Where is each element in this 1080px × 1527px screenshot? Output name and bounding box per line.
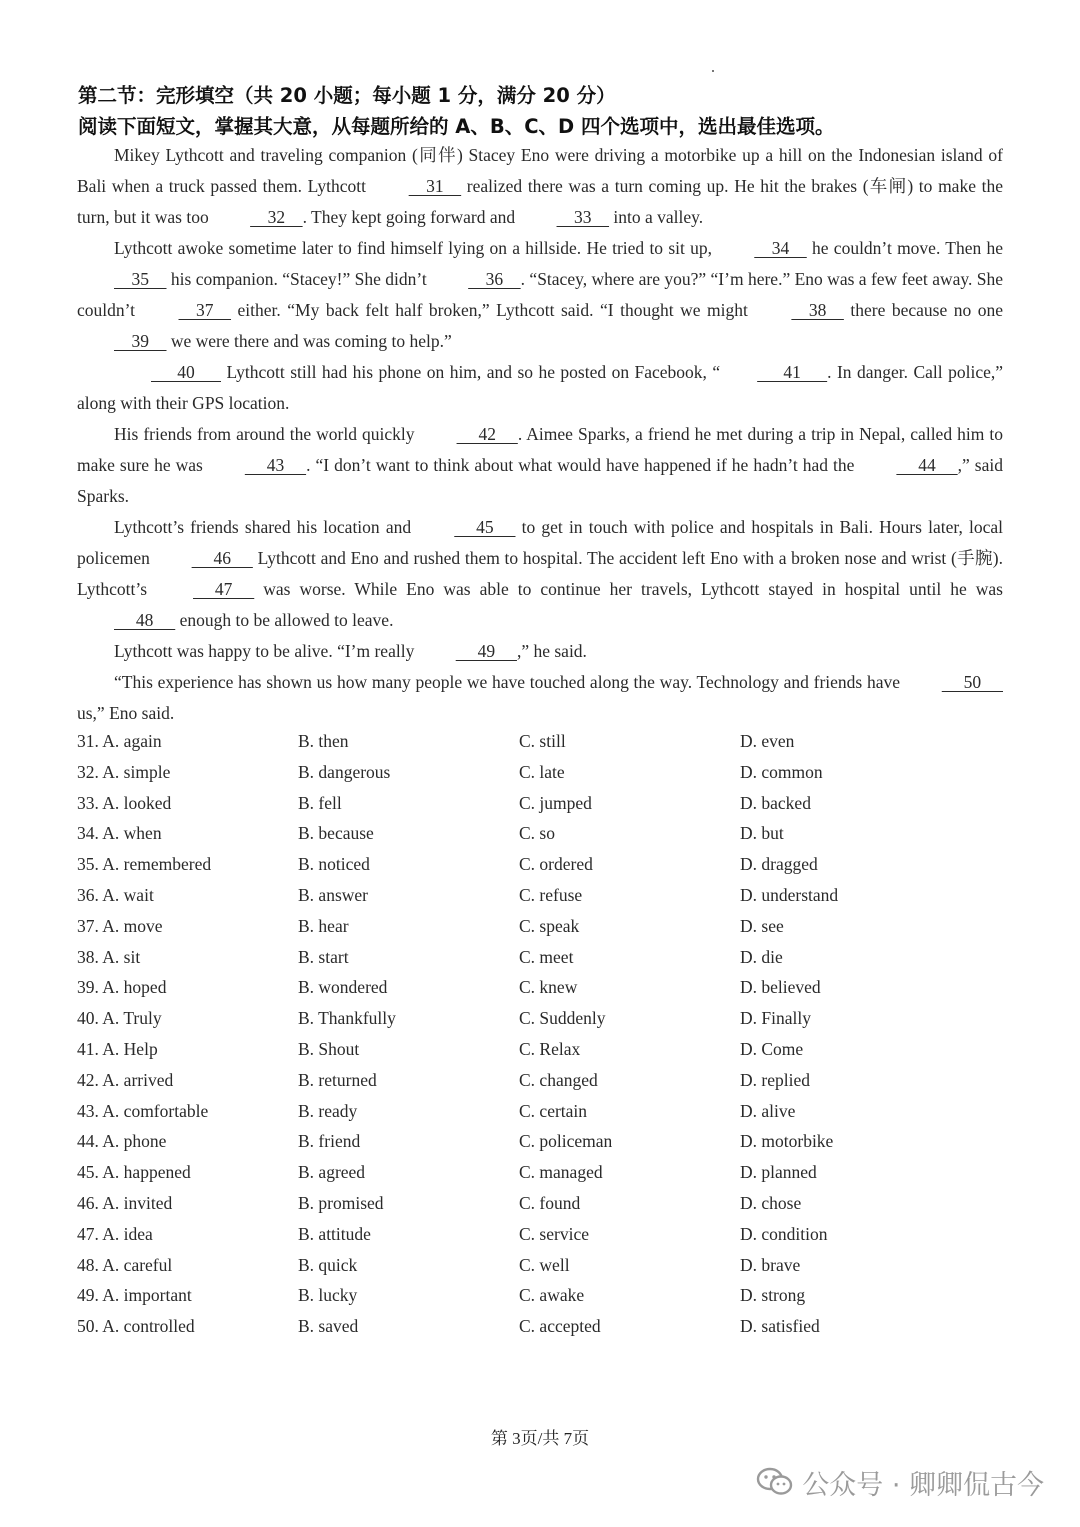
option-a: 46. A. invited [77, 1192, 173, 1213]
option-c: C. speak [519, 915, 580, 936]
option-d: D. replied [740, 1069, 810, 1090]
option-a: 50. A. controlled [77, 1316, 195, 1337]
option-a: 35. A. remembered [77, 854, 212, 875]
option-c: C. found [519, 1192, 581, 1213]
blank-50: 50 [941, 672, 1003, 692]
option-row-32 [77, 757, 1007, 788]
option-a: 38. A. sit [77, 946, 141, 967]
option-d: D. backed [740, 792, 811, 813]
blank-38: 38 [791, 300, 844, 320]
option-c: C. awake [519, 1285, 585, 1306]
option-c: C. late [519, 761, 565, 782]
option-c: C. policeman [519, 1131, 613, 1152]
option-row-31 [77, 726, 1007, 757]
option-row-35 [77, 849, 1007, 880]
blank-49: 49 [455, 641, 517, 661]
blank-44: 44 [896, 455, 958, 475]
option-d: D. alive [740, 1100, 796, 1121]
blank-48: 48 [114, 610, 176, 630]
option-a: 36. A. wait [77, 884, 154, 905]
scan-speck [712, 70, 714, 72]
section-title: 第二节：完形填空（共 20 小题；每小题 1 分，满分 20 分） [78, 84, 616, 107]
text: Mikey Lythcott and traveling companion (同伴) Stacey Eno were driving a motorbike up a hill on the Indonesian island of Bali when a truck passed them. Lythcott [77, 145, 1003, 196]
blank-36: 36 [468, 269, 521, 289]
text: there because no one [843, 300, 1004, 320]
option-row-43 [77, 1096, 1007, 1127]
option-b: B. fell [298, 792, 342, 813]
option-b: B. ready [298, 1100, 358, 1121]
paragraph-6 [77, 636, 1003, 667]
paragraph-3 [77, 357, 1003, 419]
option-c: C. refuse [519, 884, 583, 905]
paragraph-2 [77, 233, 1003, 357]
text: either. “My back felt half broken,” Lythcott said. “I thought we might [231, 300, 755, 320]
cloze-passage [77, 140, 1003, 729]
blank-42: 42 [456, 424, 518, 444]
text: Lythcott and Eno and rushed them to hospital. The accident left Eno with a broken nose and wrist (手腕). Lythcott’s [77, 548, 1003, 599]
text: . Aimee Sparks, a friend he met during a trip in Nepal, called him to make sure he was [77, 424, 1004, 475]
option-d: D. motorbike [740, 1131, 834, 1152]
option-c: C. certain [519, 1100, 588, 1121]
text: Lythcott’s friends shared his location and [114, 517, 418, 537]
option-row-36 [77, 880, 1007, 911]
text: into a valley. [609, 207, 704, 227]
option-d: D. dragged [740, 854, 818, 875]
paragraph-4 [77, 419, 1003, 512]
option-b: B. then [298, 731, 349, 751]
blank-39: 39 [114, 331, 167, 351]
text: “This experience has shown us how many people we have touched along the way. Technology and friends have [114, 672, 905, 692]
option-b: B. Shout [298, 1038, 360, 1059]
option-b: B. noticed [298, 854, 370, 875]
option-a: 34. A. when [77, 823, 162, 844]
option-b: B. dangerous [298, 761, 391, 782]
blank-32: 32 [250, 207, 303, 227]
option-c: C. Relax [519, 1038, 581, 1059]
option-b: B. saved [298, 1316, 359, 1337]
blank-41: 41 [757, 362, 828, 382]
option-b: B. wondered [298, 977, 388, 998]
option-a: 32. A. simple [77, 761, 171, 782]
text: to get in touch with police and hospitals in Bali. Hours later, local policemen [77, 517, 1004, 568]
option-d: D. even [740, 731, 795, 751]
text: we were there and was coming to help.” [166, 331, 452, 351]
option-row-39 [77, 972, 1007, 1003]
blank-31: 31 [408, 176, 462, 196]
option-d: D. believed [740, 977, 821, 998]
option-c: C. jumped [519, 792, 592, 813]
text: realized there was a turn coming up. He hit the brakes (车闸) to make the turn, but it was too [77, 176, 1003, 227]
blank-47: 47 [193, 579, 255, 599]
paragraph-7 [77, 667, 1003, 729]
option-d: D. satisfied [740, 1316, 820, 1337]
text: His friends from around the world quickly [114, 424, 420, 444]
option-c: C. accepted [519, 1316, 601, 1337]
text: . In danger. Call police,” along with their GPS location. [77, 362, 1003, 413]
option-c: C. changed [519, 1069, 598, 1090]
text: Lythcott still had his phone on him, and so he posted on Facebook, “ [221, 362, 721, 382]
paragraph-5 [77, 512, 1003, 636]
option-d: D. but [740, 823, 784, 844]
blank-37: 37 [178, 300, 232, 320]
option-b: B. promised [298, 1192, 384, 1213]
option-row-50 [77, 1311, 1007, 1342]
option-d: D. condition [740, 1223, 828, 1244]
blank-43: 43 [244, 455, 307, 475]
text: Lythcott was happy to be alive. “I’m really [114, 641, 419, 661]
instruction-text: 阅读下面短文，掌握其大意，从每题所给的 A、B、C、D 四个选项中，选出最佳选项。 [78, 115, 835, 138]
text: Lythcott awoke sometime later to find himself lying on a hillside. He tried to sit up, [114, 238, 718, 258]
option-a: 33. A. looked [77, 792, 172, 813]
option-row-48 [77, 1250, 1007, 1281]
option-a: 47. A. idea [77, 1223, 153, 1244]
option-b: B. lucky [298, 1285, 358, 1306]
text: . They kept going forward and [302, 207, 520, 227]
watermark-text: 公众号 · 卿卿侃古今 [802, 1469, 1044, 1501]
option-c: C. still [519, 731, 566, 751]
option-d: D. Come [740, 1038, 804, 1059]
option-b: B. agreed [298, 1162, 366, 1183]
text: . “Stacey, where are you?” “I’m here.” Eno was a few feet away. She couldn’t [77, 269, 1003, 320]
option-row-34 [77, 818, 1007, 849]
text: ,” he said. [516, 641, 587, 661]
blank-46: 46 [191, 548, 253, 568]
text: his companion. “Stacey!” She didn’t [166, 269, 432, 289]
blank-40: 40 [151, 362, 221, 382]
option-d: D. strong [740, 1285, 806, 1306]
option-row-33 [77, 788, 1007, 819]
option-d: D. planned [740, 1162, 817, 1183]
option-b: B. attitude [298, 1223, 371, 1244]
option-d: D. understand [740, 884, 839, 905]
option-d: D. brave [740, 1254, 801, 1275]
option-row-41 [77, 1034, 1007, 1065]
option-row-38 [77, 942, 1007, 973]
option-a: 37. A. move [77, 915, 163, 936]
option-row-42 [77, 1065, 1007, 1096]
watermark [756, 1462, 1044, 1502]
option-c: C. managed [519, 1162, 603, 1183]
blank-34: 34 [754, 238, 807, 258]
option-row-49 [77, 1280, 1007, 1311]
option-b: B. hear [298, 915, 349, 936]
option-c: C. service [519, 1223, 589, 1244]
option-b: B. returned [298, 1069, 377, 1090]
option-d: D. see [740, 915, 784, 936]
text: us,” Eno said. [77, 703, 175, 723]
option-d: D. die [740, 946, 783, 967]
option-d: D. common [740, 761, 823, 782]
option-b: B. friend [298, 1131, 361, 1152]
option-b: B. because [298, 823, 374, 844]
text: he couldn’t move. Then he [806, 238, 1004, 258]
option-a: 44. A. phone [77, 1131, 167, 1152]
text: ,” said Sparks. [77, 455, 1003, 506]
option-a: 41. A. Help [77, 1038, 158, 1059]
option-c: C. so [519, 823, 555, 844]
option-row-46 [77, 1188, 1007, 1219]
text: enough to be allowed to leave. [175, 610, 394, 630]
wechat-icon [756, 1467, 794, 1497]
option-d: D. Finally [740, 1008, 811, 1029]
option-c: C. Suddenly [519, 1008, 606, 1029]
paragraph-1 [77, 140, 1003, 233]
option-row-45 [77, 1157, 1007, 1188]
option-b: B. answer [298, 884, 368, 905]
option-row-37 [77, 911, 1007, 942]
option-c: C. knew [519, 977, 578, 998]
blank-35: 35 [114, 269, 167, 289]
option-a: 43. A. comfortable [77, 1100, 209, 1121]
option-b: B. Thankfully [298, 1008, 396, 1029]
option-a: 42. A. arrived [77, 1069, 174, 1090]
option-row-40 [77, 1003, 1007, 1034]
option-a: 48. A. careful [77, 1254, 173, 1275]
option-row-47 [77, 1219, 1007, 1250]
option-c: C. ordered [519, 854, 593, 875]
option-d: D. chose [740, 1192, 802, 1213]
blank-45: 45 [454, 517, 516, 537]
blank-33: 33 [556, 207, 610, 227]
text: was worse. While Eno was able to continue her travels, Lythcott stayed in hospital until he was [254, 579, 1003, 599]
options-list [77, 726, 1007, 1342]
option-a: 39. A. hoped [77, 977, 167, 998]
option-c: C. meet [519, 946, 574, 967]
option-a: 40. A. Truly [77, 1008, 162, 1029]
option-row-44 [77, 1126, 1007, 1157]
text: . “I don’t want to think about what would have happened if he hadn’t had the [306, 455, 860, 475]
option-a: 31. A. again [77, 731, 162, 751]
page-number: 第 3页/共 7页 [490, 1429, 590, 1448]
option-b: B. start [298, 946, 349, 967]
option-c: C. well [519, 1254, 570, 1275]
option-a: 45. A. happened [77, 1162, 191, 1183]
option-a: 49. A. important [77, 1285, 192, 1306]
option-b: B. quick [298, 1254, 358, 1275]
